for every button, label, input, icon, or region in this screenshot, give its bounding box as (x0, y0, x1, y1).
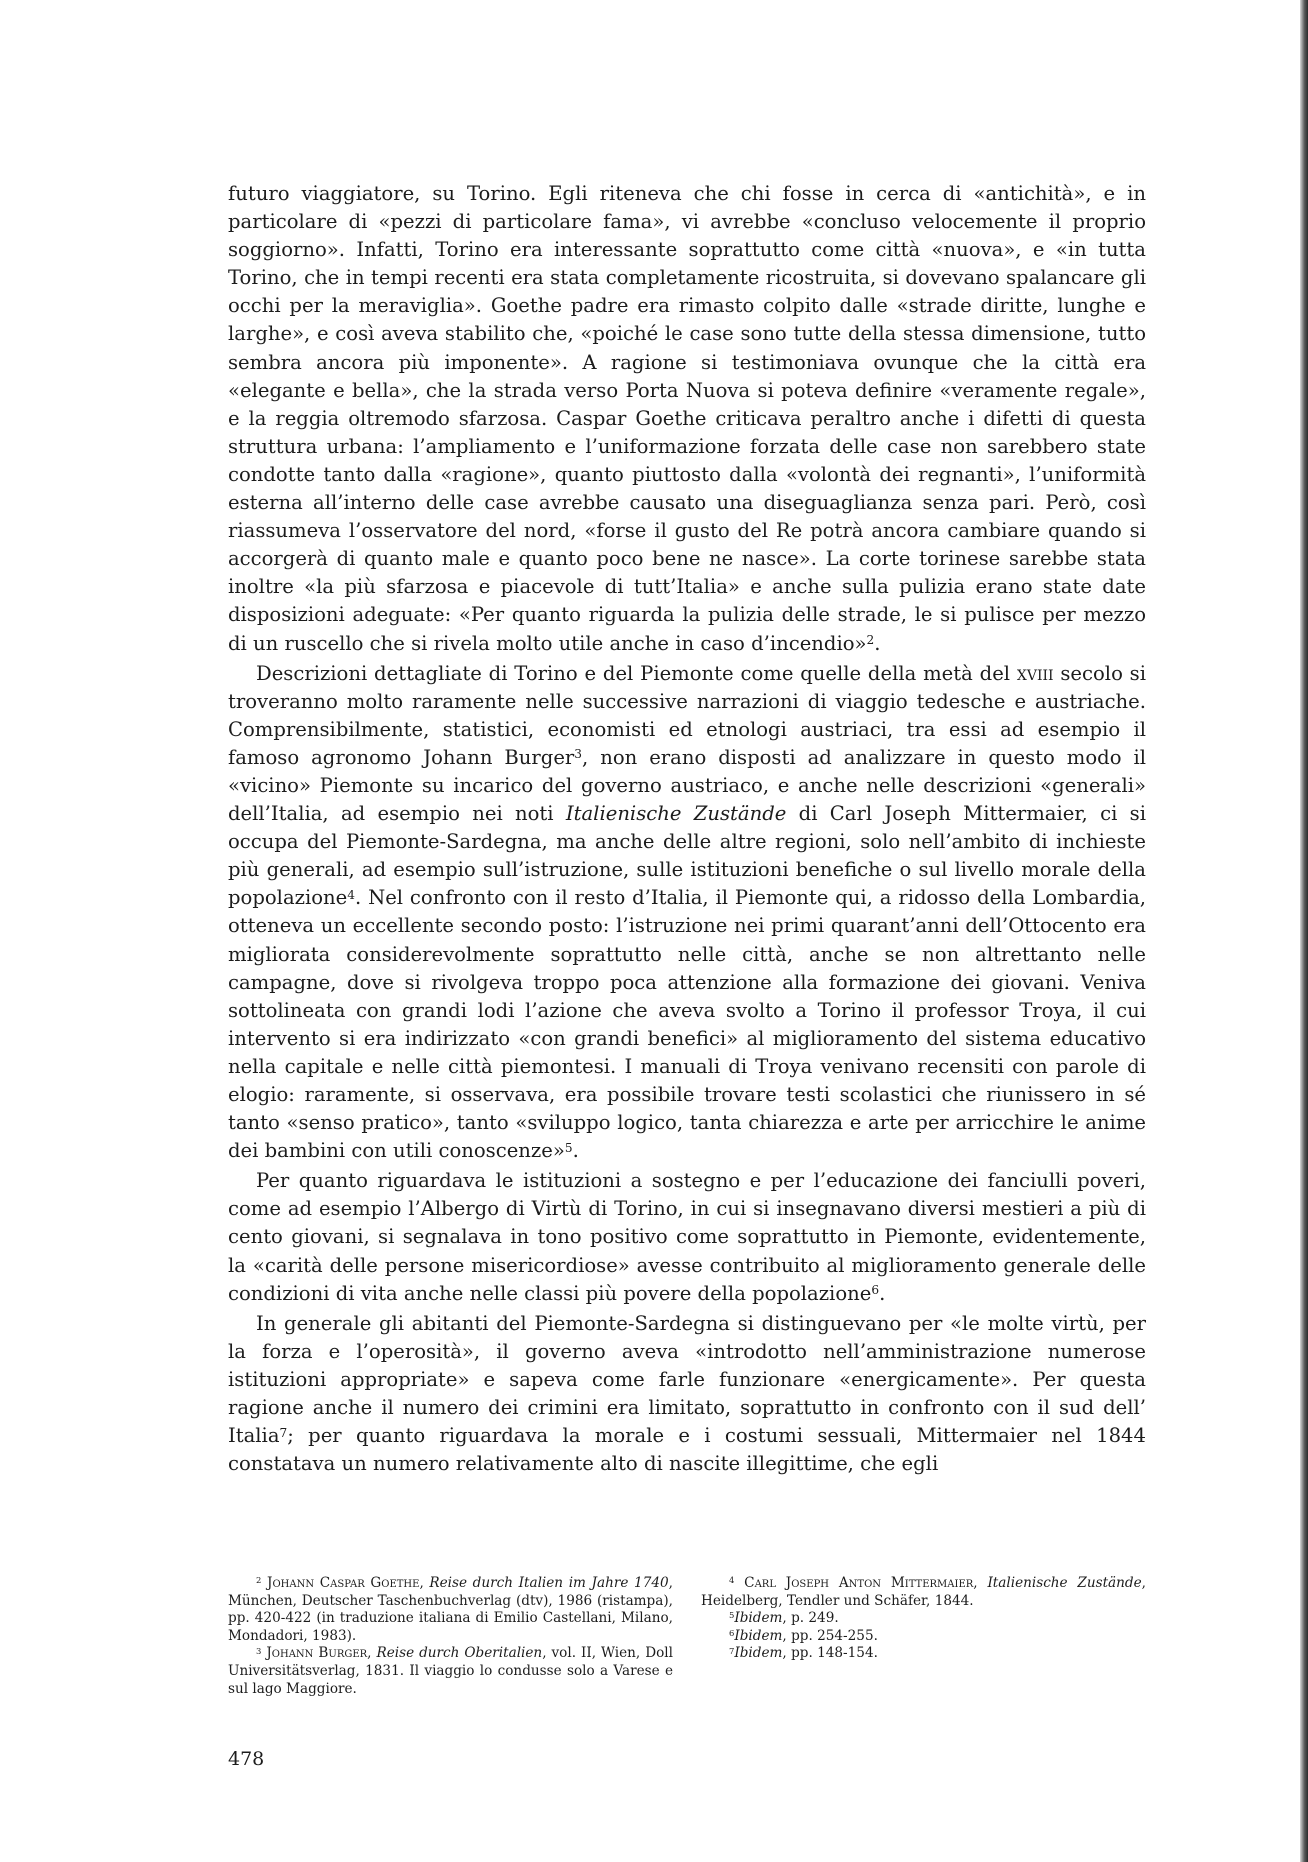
footnote (228, 1645, 673, 1698)
footnote-ref: 3 (574, 747, 583, 762)
paragraph-text: . (874, 631, 881, 655)
footnote-title: Ibidem (734, 1645, 783, 1662)
footnote-author: Johann Burger (266, 1645, 368, 1662)
footnote-text: , (419, 1575, 430, 1591)
paragraph-text: Descrizioni dettagliate di Torino e del Piemonte come quelle della metà del (256, 661, 1017, 685)
footnote (228, 1575, 673, 1645)
paragraph (228, 1167, 1146, 1307)
footnote-text: , München, Deutscher Taschenbuchverlag (dtv), 1986 (ristampa), pp. 420-422 (in traduzione italiana di Emilio Castellani, Milano, Mondadori, 1983). (228, 1575, 673, 1644)
paragraph-text: . (572, 1139, 579, 1163)
paragraph-text: Per quanto riguardava le istituzioni a sostegno e per l’educazione dei fanciulli poveri, come ad esempio l’Albergo di Virtù di Torino, in cui si insegnavano diversi mestieri a più di cento giovani, si segnalava in tono positivo come soprattutto in Piemonte, evidentemente, la «carità delle persone misericordiose» avesse contribuito al miglioramento generale delle condizioni di vita anche nelle classi più povere della popolazione (228, 1169, 1146, 1305)
footnote-text: , (973, 1575, 988, 1591)
footnote (701, 1575, 1146, 1610)
footnote-ref: 5 (564, 1140, 573, 1155)
footnotes-column-left (228, 1575, 673, 1698)
footnote (701, 1628, 1146, 1646)
footnote-number: 5 (729, 1610, 735, 1621)
paragraph-text: ; per quanto riguardava la morale e i costumi sessuali, Mittermaier nel 1844 constatava un numero relativamente alto di nascite illegittime, che egli (228, 1424, 1146, 1476)
footnote-ref: 2 (866, 633, 875, 648)
paragraph-text: . Nel confronto con il resto d’Italia, il Piemonte qui, a ridosso della Lombardia, otteneva un eccellente secondo posto: l’istruzione nei primi quarant’anni dell’Ottocento era migliorata considerevolmente soprattutto nelle città, anche se non altrettanto nelle campagne, dove si rivolgeva troppo poca attenzione alla formazione dei giovani. Veniva sottolineata con grandi lodi l’azione che aveva svolto a Torino il professor Troya, il cui intervento si era indirizzato «con grandi benefici» al miglioramento del sistema educativo nella capitale e nelle città piemontesi. I manuali di Troya venivano recensiti con parole di elogio: raramente, si osservava, era possibile trovare testi scolastici che riunissero in sé tanto «senso pratico», tanto «sviluppo logico, tanta chiarezza e arte per arricchire le anime dei bambini con utili conoscenze» (228, 886, 1146, 1163)
footnote-number: 4 (729, 1575, 735, 1586)
footnote-text: , pp. 254-255. (782, 1627, 878, 1644)
footnote-title: Reise durch Oberitalien (376, 1645, 543, 1662)
paragraph (228, 660, 1146, 1166)
paragraph (228, 1310, 1146, 1479)
footnote (701, 1610, 1146, 1628)
paragraph-text: In generale gli abitanti del Piemonte-Sardegna si distinguevano per «le molte virtù, per la forza e l’operosità», il governo aveva «introdotto nell’amministrazione numerose istituzioni appropriate» e sapeva come farle funzionare «energicamente». Per questa ragione anche il numero dei crimini era limitato, soprattutto in confronto con il sud dell’ Italia (228, 1311, 1146, 1448)
footnote-text: , pp. 148-154. (782, 1645, 878, 1662)
footnote-text: , Heidelberg, Tendler und Schäfer, 1844. (701, 1575, 1146, 1609)
paragraph (228, 180, 1146, 658)
book-title: Italienische Zustände (565, 802, 787, 826)
body-text (228, 180, 1146, 1480)
page-edge (1300, 0, 1308, 1862)
paragraph-text: futuro viaggiatore, su Torino. Egli riteneva che chi fosse in cerca di «antichità», e in particolare di «pezzi di particolare fama», vi avrebbe «concluso velocemente il proprio soggiorno». Infatti, Torino era interessante soprattutto come città «nuova», e «in tutta Torino, che in tempi recenti era stata completamente ricostruita, si dovevano spalancare gli occhi per la meraviglia». Goethe padre era rimasto colpito dalle «strade diritte, lunghe e larghe», e così aveva stabilito che, «poiché le case sono tutte della stessa dimensione, tutto sembra ancora più imponente». A ragione si testimoniava ovunque che la città era «elegante e bella», che la strada verso Porta Nuova si poteva definire «veramente regale», e la reggia oltremodo sfarzosa. Caspar Goethe criticava peraltro anche i difetti di questa struttura urbana: l’ampliamento e l’uniformazione forzata delle case non sarebbero state condotte tanto dalla «ragione», quanto piuttosto dalla «volontà dei regnanti», l’uniformità esterna all’interno delle case avrebbe causato una diseguaglianza senza pari. Però, così riassumeva l’osservatore del nord, «forse il gusto del Re potrà ancora cambiare quando si accorgerà di quanto male e quanto poco bene ne nasce». La corte torinese sarebbe stata inoltre «la più sfarzosa e piacevole di tutt’Italia» e anche sulla pulizia erano state date disposizioni adeguate: «Per quanto riguarda la pulizia delle strade, le si pulisce per mezzo di un ruscello che si rivela molto utile anche in caso d’incendio» (228, 182, 1146, 655)
footnote-ref: 4 (347, 887, 355, 902)
footnote-ref: 7 (279, 1425, 288, 1440)
footnote-author: Johann Caspar Goethe (267, 1575, 420, 1591)
footnote-text: , (367, 1645, 377, 1662)
footnotes-column-right (701, 1575, 1146, 1698)
footnote-text: , vol. II, Wien, Doll Universitätsverlag, 1831. Il viaggio lo condusse solo a Varese e sul lago Maggiore. (228, 1645, 673, 1697)
footnote-title: Reise durch Italien im Jahre 1740 (429, 1575, 669, 1591)
paragraph-text: secolo si troveranno molto raramente nelle successive narrazioni di viaggio tedesche e austriache. Comprensibilmente, statistici, economisti ed etnologi austriaci, tra essi ad esempio il famoso agronomo Johann Burger (228, 661, 1147, 769)
footnote-number: 7 (729, 1645, 735, 1656)
footnote-author: Carl Joseph Anton Mittermaier (744, 1575, 974, 1591)
page-number: 478 (228, 1748, 265, 1770)
century-numeral: xviii (1016, 661, 1054, 685)
paragraph-text: , non erano disposti ad analizzare in questo modo il «vicino» Piemonte su incarico del governo austriaco, e anche nelle descrizioni «generali» dell’Italia, ad esempio nei noti (228, 745, 1146, 826)
footnote (701, 1645, 1146, 1663)
footnote-number: 6 (729, 1628, 735, 1638)
footnote-number: 3 (256, 1645, 262, 1656)
footnote-title: Ibidem (734, 1627, 783, 1644)
footnote-text: , p. 249. (782, 1610, 839, 1627)
footnotes (228, 1575, 1146, 1698)
footnote-title: Ibidem (734, 1610, 783, 1627)
footnote-ref: 6 (871, 1283, 880, 1298)
paragraph-text: di Carl Joseph Mittermaier, ci si occupa del Piemonte-Sardegna, ma anche delle altre regioni, solo nell’ambito di inchieste più generali, ad esempio sull’istruzione, sulle istituzioni benefiche o sul livello morale della popolazione (228, 802, 1146, 910)
footnote-number: 2 (256, 1575, 262, 1586)
footnote-title: Italienische Zustände (987, 1575, 1142, 1591)
paragraph-text: . (879, 1281, 886, 1305)
